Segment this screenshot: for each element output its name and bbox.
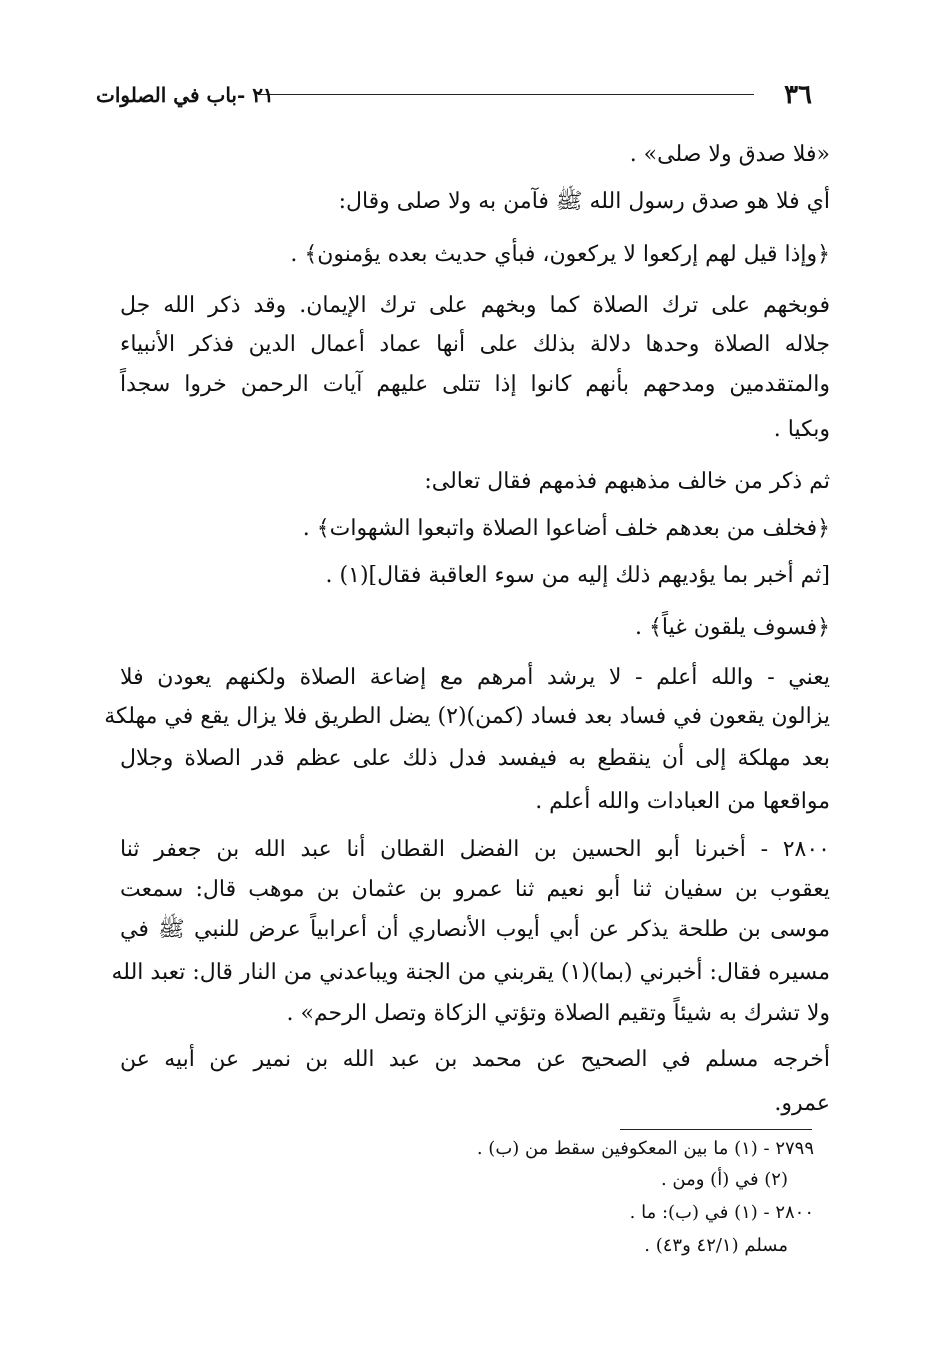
text-line: جلاله الصلاة وحدها دلالة بذلك على أنها عماد أعمال الدين فذكر الأنبياء: [120, 332, 830, 357]
text-line: ثم ذكر من خالف مذهبهم فذمهم فقال تعالى:: [424, 469, 830, 494]
text-line: أي فلا هو صدق رسول الله ﷺ فآمن به ولا صلى وقال:: [338, 189, 830, 214]
text-line: أخرجه مسلم في الصحيح عن محمد بن عبد الله بن نمير عن أبيه عن: [120, 1047, 830, 1072]
page-number: ٣٦: [784, 80, 812, 110]
quran-verse: ﴿فسوف يلقون غياً﴾ .: [635, 615, 830, 640]
quran-verse: ﴿فخلف من بعدهم خلف أضاعوا الصلاة واتبعوا الشهوات﴾ .: [302, 516, 830, 541]
text-line: مواقعها من العبادات والله أعلم .: [535, 789, 830, 814]
footnote: ٢٧٩٩ - (١) ما بين المعكوفين سقط من (ب) .: [476, 1138, 814, 1159]
hadith-line: موسى بن طلحة يذكر عن أبي أيوب الأنصاري أن أعرابياً عرض للنبي ﷺ في: [120, 917, 830, 942]
text-line: عمرو.: [774, 1091, 830, 1116]
text-line: يزالون يقعون في فساد بعد فساد (كمن)(٢) يضل الطريق فلا يزال يقع في مهلكة: [104, 704, 830, 729]
footnote-rule: [620, 1129, 812, 1130]
hadith-line: ولا تشرك به شيئاً وتقيم الصلاة وتؤتي الزكاة وتصل الرحم» .: [286, 1001, 830, 1026]
text-line: فوبخهم على ترك الصلاة كما وبخهم على ترك الإيمان. وقد ذكر الله جل: [120, 293, 830, 318]
text-line: [ثم أخبر بما يؤديهم ذلك إليه من سوء العاقبة فقال](١) .: [325, 563, 830, 588]
footnote: (٢) في (أ) ومن .: [660, 1169, 788, 1190]
text-line: يعني - والله أعلم - لا يرشد أمرهم مع إضاعة الصلاة ولكنهم يعودن فلا: [120, 665, 830, 690]
hadith-line: ٢٨٠٠ - أخبرنا أبو الحسين بن الفضل القطان أنا عبد الله بن جعفر ثنا: [120, 837, 830, 862]
text-line: والمتقدمين ومدحهم بأنهم كانوا إذا تتلى عليهم آيات الرحمن خروا سجداً: [120, 372, 830, 397]
footnote: مسلم (٤٢/١ و٤٣) .: [644, 1235, 788, 1256]
hadith-line: يعقوب بن سفيان ثنا أبو نعيم ثنا عمرو بن عثمان بن موهب قال: سمعت: [120, 877, 830, 902]
text-line: وبكيا .: [773, 417, 830, 442]
chapter-title: ٢١ -باب في الصلوات: [96, 83, 274, 107]
running-header: [96, 78, 812, 112]
header-rule: [258, 94, 754, 95]
text-line: بعد مهلكة إلى أن ينقطع به فيفسد فدل ذلك على عظم قدر الصلاة وجلال: [120, 746, 830, 771]
quran-verse: ﴿وإذا قيل لهم إركعوا لا يركعون، فبأي حديث بعده يؤمنون﴾ .: [290, 242, 830, 267]
text-line: «فلا صدق ولا صلى» .: [629, 142, 830, 167]
footnote: ٢٨٠٠ - (١) في (ب): ما .: [629, 1202, 814, 1223]
hadith-line: مسيره فقال: أخبرني (بما)(١) يقربني من الجنة ويباعدني من النار قال: تعبد الله: [111, 960, 830, 985]
